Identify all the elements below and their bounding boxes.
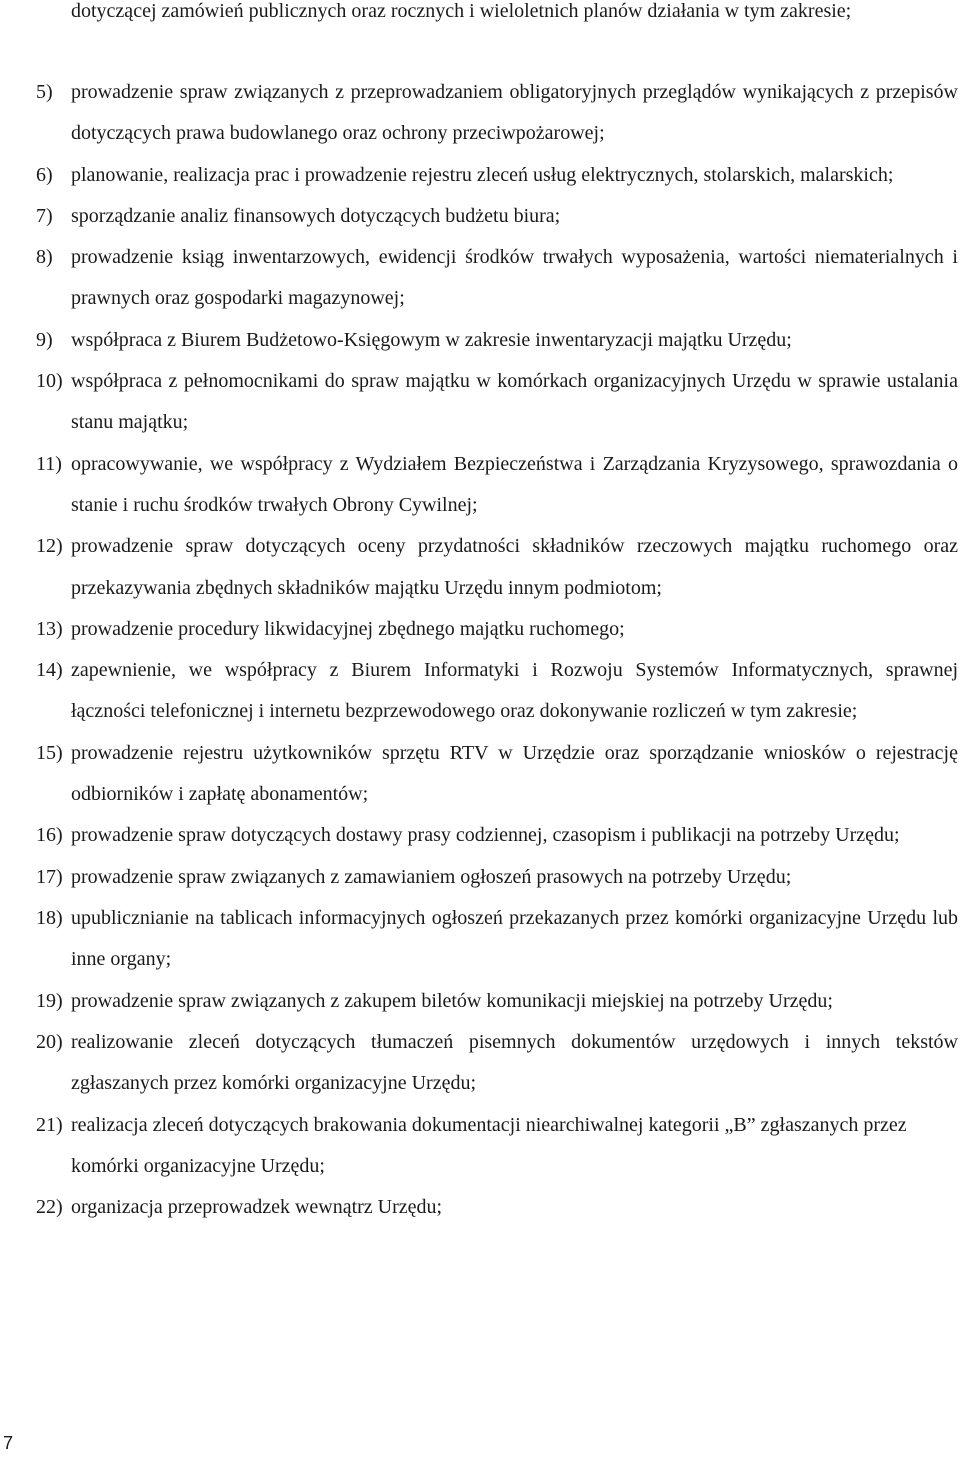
item-number: 12) [36, 535, 63, 558]
list-item [36, 815, 958, 856]
item-text: realizowanie zleceń dotyczących tłumaczeń pisemnych dokumentów urzędowych i innych tekstów zgłaszanych przez komórki organizacyjne Urzędu; [71, 1030, 958, 1095]
item-number: 19) [36, 989, 63, 1012]
intro-paragraph: dotyczącej zamówień publicznych oraz rocznych i wieloletnich planów działania w tym zakresie; [71, 0, 852, 22]
list-item [36, 237, 958, 320]
list-item [36, 898, 958, 981]
list-item [36, 1105, 958, 1188]
item-number: 17) [36, 865, 63, 888]
list-item [36, 1022, 958, 1105]
item-number: 18) [36, 907, 63, 929]
item-text: prowadzenie rejestru użytkowników sprzętu RTV w Urzędzie oraz sporządzanie wniosków o rejestrację odbiorników i zapłatę abonamentów; [71, 741, 958, 806]
item-text: zapewnienie, we współpracy z Biurem Informatyki i Rozwoju Systemów Informatycznych, sprawnej łączności telefonicznej i internetu bezprzewodowego oraz dokonywanie rozliczeń w tym zakresie; [71, 659, 958, 723]
item-text: opracowywanie, we współpracy z Wydziałem Bezpieczeństwa i Zarządzania Kryzysowego, sprawozdania o stanie i ruchu środków trwałych Obrony Cywilnej; [71, 452, 958, 516]
item-text: współpraca z Biurem Budżetowo-Księgowym w zakresie inwentaryzacji majątku Urzędu; [71, 328, 792, 351]
list-item [36, 857, 958, 898]
list-item [36, 733, 958, 816]
item-text: współpraca z pełnomocnikami do spraw majątku w komórkach organizacyjnych Urzędu w sprawie ustalania stanu majątku; [71, 370, 958, 434]
item-text: upublicznianie na tablicach informacyjnych ogłoszeń przekazanych przez komórki organizacyjne Urzędu lub inne organy; [71, 907, 958, 971]
item-number: 11) [36, 452, 62, 475]
list-item [36, 155, 958, 196]
item-number: 13) [36, 617, 63, 640]
item-text: prowadzenie spraw dotyczących dostawy prasy codziennej, czasopism i publikacji na potrzeby Urzędu; [71, 824, 900, 847]
list-item [36, 72, 958, 155]
item-number: 14) [36, 659, 63, 682]
list-item [36, 196, 958, 237]
item-number: 5) [36, 81, 53, 103]
list-item [36, 981, 958, 1022]
item-text: prowadzenie spraw związanych z zakupem biletów komunikacji miejskiej na potrzeby Urzędu; [71, 989, 833, 1012]
item-text: planowanie, realizacja prac i prowadzenie rejestru zleceń usług elektrycznych, stolarskich, malarskich; [71, 163, 894, 186]
item-number: 21) [36, 1113, 63, 1136]
item-text: organizacja przeprowadzek wewnątrz Urzędu; [71, 1196, 443, 1219]
item-number: 22) [36, 1196, 63, 1219]
item-number: 16) [36, 824, 63, 847]
list-item [36, 361, 958, 444]
list-item [36, 320, 958, 361]
item-text: realizacja zleceń dotyczących brakowania dokumentacji niearchiwalnej kategorii „B” zgłaszanych przez komórki organizacyjne Urzędu; [71, 1113, 907, 1177]
item-text: prowadzenie spraw związanych z zamawianiem ogłoszeń prasowych na potrzeby Urzędu; [71, 865, 792, 888]
item-text: sporządzanie analiz finansowych dotyczących budżetu biura; [71, 204, 561, 227]
list-item [36, 1187, 958, 1228]
item-number: 20) [36, 1030, 63, 1053]
list-item [36, 609, 958, 650]
list-item [36, 526, 958, 609]
page-number: 7 [3, 1433, 14, 1453]
item-number: 10) [36, 370, 63, 393]
item-number: 7) [36, 204, 53, 227]
list-item [36, 444, 958, 527]
item-text: prowadzenie spraw dotyczących oceny przydatności składników rzeczowych majątku ruchomego oraz przekazywania zbędnych składników majątku Urzędu innym podmiotom; [71, 535, 958, 599]
item-number: 6) [36, 163, 53, 186]
item-number: 9) [36, 328, 53, 351]
item-text: prowadzenie procedury likwidacyjnej zbędnego majątku ruchomego; [71, 617, 625, 640]
item-number: 8) [36, 246, 53, 269]
item-text: prowadzenie ksiąg inwentarzowych, ewidencji środków trwałych wyposażenia, wartości niematerialnych i prawnych oraz gospodarki magazynowej; [71, 246, 958, 310]
item-text: prowadzenie spraw związanych z przeprowadzaniem obligatoryjnych przeglądów wynikających z przepisów dotyczących prawa budowlanego oraz ochrony przeciwpożarowej; [71, 81, 958, 145]
item-number: 15) [36, 741, 63, 764]
list-item [36, 650, 958, 733]
